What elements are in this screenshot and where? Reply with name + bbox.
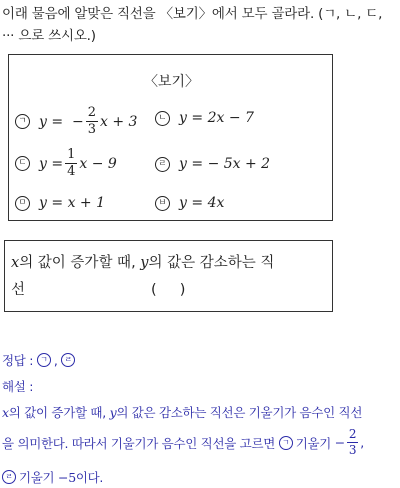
option-marker: ㄱ [15, 114, 30, 129]
option-eq: = [191, 110, 204, 126]
slope-fraction [347, 428, 358, 457]
explanation-line-2 [2, 428, 364, 457]
option-lhs: y [39, 155, 47, 172]
option-marker: ㄴ [155, 111, 170, 126]
option-eq: = [191, 156, 204, 172]
option-rest: 2x − 7 [207, 110, 254, 126]
var-y: y [140, 255, 149, 271]
option-lhs: y [39, 195, 47, 211]
explanation-line-3 [2, 468, 103, 486]
question-instruction: 이래 물음에 알맞은 직선을 〈보기〉에서 모두 골라라. (ㄱ, ㄴ, ㄷ, ··· 으로 쓰시오.) [2, 6, 383, 44]
var-x: x [11, 255, 20, 271]
bogi-box [8, 54, 333, 221]
answer-mark: ㄱ [37, 353, 51, 367]
explanation-mark: ㄹ [2, 470, 16, 484]
question-line-1 [11, 248, 274, 278]
explanation-label: 해설 : [2, 379, 34, 394]
explanation-text: 기울기 [295, 435, 332, 451]
option-eq: = [51, 113, 64, 130]
explanation-text: , [360, 435, 364, 450]
option-1 [15, 106, 137, 137]
answer-blank: ( ) [151, 282, 186, 298]
explanation-mark: ㄱ [279, 436, 293, 450]
var-x: x [2, 405, 9, 420]
option-sign: − [72, 113, 84, 130]
explanation-line-1 [2, 403, 362, 421]
option-lhs: y [179, 156, 187, 172]
question-text-a: 의 값이 증가할 때, [19, 255, 136, 271]
answer-sep: , [53, 352, 58, 368]
explanation-text: 을 의미한다. 따라서 기울기가 음수인 직선을 고르면 [2, 435, 275, 451]
var-y: y [109, 405, 117, 420]
explanation-text: 이다. [75, 470, 104, 485]
option-2 [155, 110, 254, 126]
fraction-denominator: 3 [87, 122, 97, 137]
option-6 [155, 195, 224, 211]
slope-value: −5 [58, 469, 76, 485]
option-rest: 4x [207, 195, 225, 211]
option-3 [15, 148, 117, 179]
option-marker: ㄹ [155, 157, 170, 172]
option-marker: ㅂ [155, 196, 170, 211]
option-5 [15, 195, 105, 211]
question-line-2: 선 [11, 282, 26, 298]
explanation-text: 의 값은 감소하는 직선은 기울기가 음수인 직선 [116, 405, 363, 420]
fraction-numerator: 2 [348, 427, 357, 441]
option-lhs: y [179, 110, 187, 126]
option-rest: − 5x + 2 [207, 156, 271, 172]
option-eq: = [191, 195, 204, 211]
fraction-denominator: 3 [348, 443, 357, 457]
bogi-title: 〈보기〉 [143, 74, 200, 90]
option-marker: ㄷ [15, 156, 30, 171]
answer-label: 정답 : [2, 353, 34, 368]
question-box [4, 240, 333, 312]
explanation-text: 기울기 [19, 470, 55, 485]
option-4 [155, 156, 270, 172]
option-rest: x − 9 [79, 155, 117, 172]
option-eq: = [51, 155, 64, 172]
option-lhs: y [179, 195, 187, 211]
option-lhs: y [39, 113, 47, 130]
option-rest: x + 3 [100, 113, 138, 130]
question-text-b: 의 값은 감소하는 직 [148, 255, 275, 271]
answer-mark: ㄹ [61, 353, 75, 367]
option-marker: ㅁ [15, 196, 30, 211]
explanation-text: 의 값이 증가할 때, [8, 405, 106, 420]
fraction [86, 106, 98, 137]
option-eq: = [51, 195, 64, 211]
answer-line [2, 351, 78, 369]
option-rest: x + 1 [67, 195, 105, 211]
fraction-denominator: 4 [67, 164, 76, 179]
slope-sign: − [334, 435, 345, 450]
fraction [65, 148, 77, 179]
fraction-numerator: 1 [67, 147, 76, 162]
fraction-numerator: 2 [87, 105, 97, 120]
